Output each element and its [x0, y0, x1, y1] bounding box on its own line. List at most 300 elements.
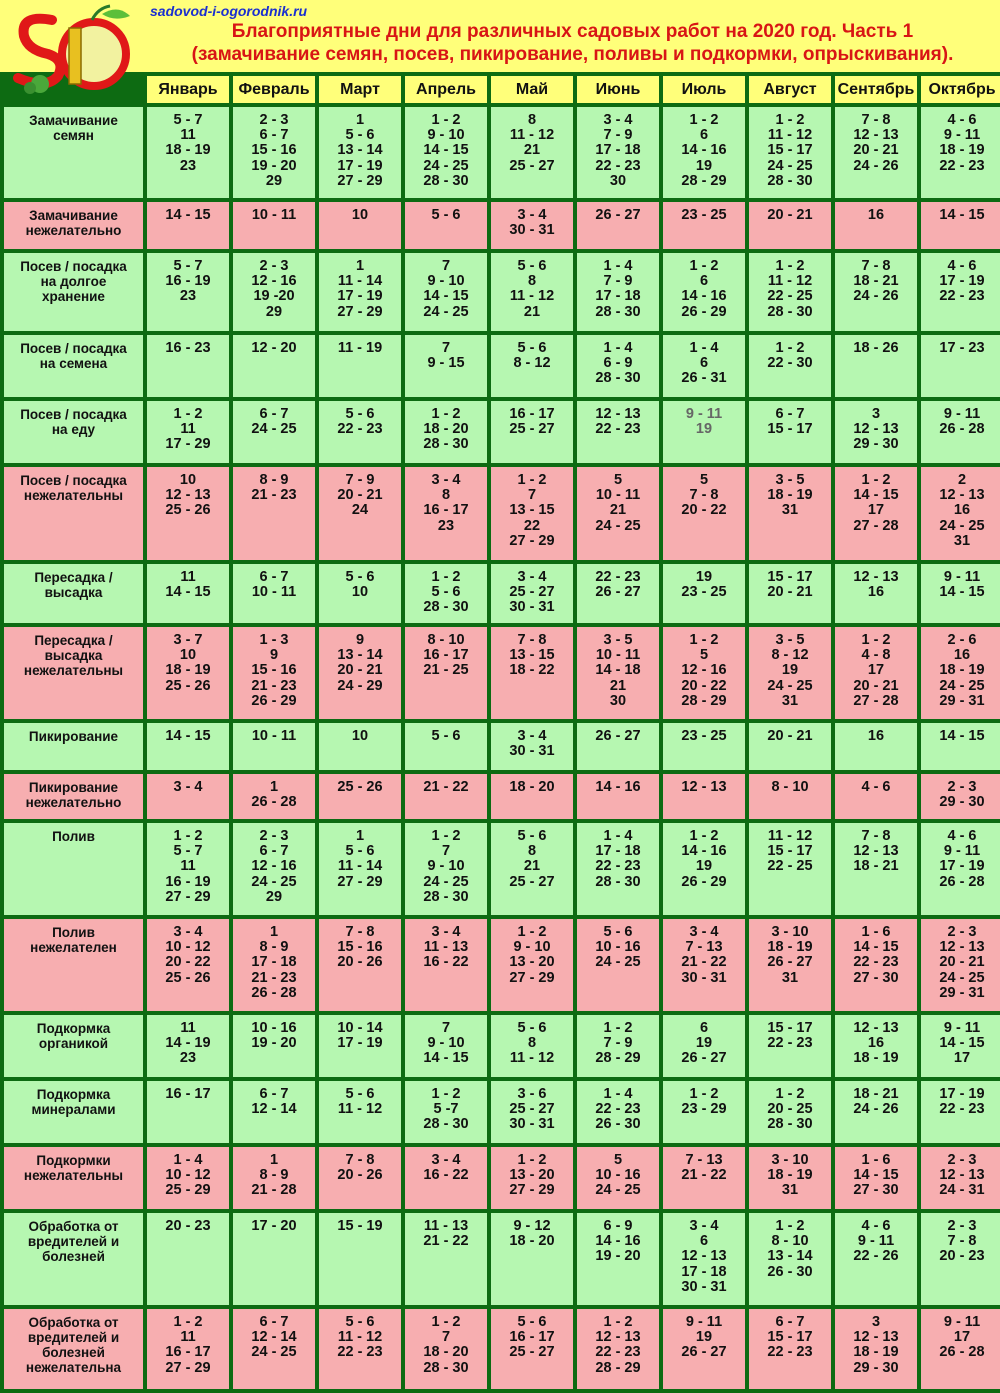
day-range: 11 - 12: [767, 828, 813, 844]
day-range: 16 - 19: [165, 873, 211, 890]
table-row: [4, 202, 1000, 249]
day-range: 12 - 13: [165, 487, 211, 504]
day-range: 3 - 4: [517, 728, 547, 744]
day-cell: [147, 107, 229, 198]
day-range: 7 - 13: [685, 1152, 723, 1168]
site-url: sadovod-i-ogorodnik.ru: [150, 3, 308, 19]
header-corner: [4, 76, 143, 103]
day-range: 4 - 6: [861, 779, 891, 795]
day-range: 22 - 23: [595, 858, 641, 875]
day-range: 5 - 6: [431, 207, 461, 223]
day-range: 19: [695, 1329, 713, 1346]
day-range: 31: [781, 502, 799, 519]
row-label-line: Посев / посадка: [20, 473, 127, 488]
day-range: 6 - 7: [775, 1314, 805, 1330]
day-cell: [749, 1309, 831, 1389]
day-cell: [663, 1015, 745, 1077]
day-range: 30 - 31: [509, 1116, 555, 1133]
day-range: 7 - 9: [603, 127, 633, 144]
day-range: 13 - 20: [509, 954, 555, 971]
day-cell: [835, 1147, 917, 1209]
day-cell: [233, 919, 315, 1011]
title-line-2: (замачивание семян, посев, пикирование, поливы и подкормки, опрыскивания).: [191, 44, 954, 65]
day-cell: [663, 1081, 745, 1143]
day-range: 28 - 29: [681, 172, 727, 189]
row-label-line: Подкормки: [36, 1153, 111, 1168]
day-range: 28 - 30: [423, 888, 469, 905]
day-range: 18 - 20: [509, 779, 555, 795]
day-range: 6 - 7: [259, 569, 289, 585]
day-range: 1 - 2: [431, 569, 461, 585]
day-range: 20 - 21: [767, 207, 813, 223]
day-range: 27 - 28: [853, 692, 899, 709]
day-range: 3 - 10: [771, 1152, 809, 1168]
day-range: 26 - 28: [939, 1344, 985, 1361]
day-range: 20 - 21: [767, 728, 813, 744]
day-range: 11 - 13: [423, 939, 469, 956]
day-range: 11 - 12: [509, 1050, 555, 1067]
day-range: 12 - 13: [853, 127, 899, 144]
day-range: 16: [867, 728, 885, 744]
day-range: 11 - 12: [337, 1329, 383, 1346]
day-range: 11: [180, 1329, 196, 1346]
row-label: [4, 202, 143, 249]
day-range: 12 - 13: [939, 487, 985, 504]
day-range: 2 - 3: [259, 828, 289, 844]
day-cell: [835, 1081, 917, 1143]
day-range: 16 - 17: [509, 406, 555, 422]
day-range: 11 - 12: [509, 288, 555, 305]
page-title: [150, 20, 995, 66]
day-range: 20 - 21: [337, 487, 383, 504]
day-range: 8 - 9: [259, 472, 289, 488]
day-range: 8 - 12: [771, 647, 809, 664]
day-range: 12 - 13: [681, 1248, 727, 1265]
day-range: 6 - 9: [603, 1218, 633, 1234]
day-range: 26 - 28: [939, 873, 985, 890]
table-row: [4, 823, 1000, 915]
day-range: 18 - 20: [509, 1233, 555, 1250]
day-range: 29 - 31: [939, 692, 985, 709]
day-range: 22 - 23: [767, 1344, 813, 1361]
day-range: 1: [355, 258, 365, 274]
day-cell: [663, 564, 745, 623]
day-range: 7: [441, 258, 451, 274]
row-label-line: нежелательно: [25, 223, 122, 238]
calendar-table: [0, 72, 1000, 1393]
day-range: 21: [609, 502, 627, 519]
day-range: 1 - 2: [689, 632, 719, 648]
day-range: 27 - 28: [853, 517, 899, 534]
day-range: 5: [699, 647, 709, 664]
day-range: 31: [953, 532, 971, 549]
day-range: 26 - 28: [251, 984, 297, 1001]
day-range: 5 - 6: [345, 1314, 375, 1330]
day-range: 6: [699, 355, 709, 372]
day-cell: [405, 1015, 487, 1077]
day-cell: [835, 1015, 917, 1077]
day-cell: [491, 919, 573, 1011]
day-range: 14 - 16: [595, 1233, 641, 1250]
day-range: 18 - 21: [853, 273, 899, 290]
day-range: 22: [523, 517, 541, 534]
day-cell: [577, 1147, 659, 1209]
day-cell: [147, 723, 229, 770]
day-range: 11 - 12: [337, 1101, 383, 1118]
day-range: 7 - 8: [517, 632, 547, 648]
day-range: 26 - 27: [595, 207, 641, 223]
day-cell: [921, 107, 1000, 198]
row-label: [4, 1015, 143, 1077]
day-cell: [921, 774, 1000, 819]
day-range: 20 - 21: [853, 142, 899, 159]
day-cell: [921, 335, 1000, 397]
day-range: 16 - 17: [165, 1344, 211, 1361]
day-cell: [319, 467, 401, 560]
row-label-line: вредителей и: [27, 1234, 120, 1249]
day-range: 12 - 13: [853, 569, 899, 585]
day-range: 28 - 30: [595, 873, 641, 890]
day-range: 18 - 19: [165, 662, 211, 679]
row-label: [4, 823, 143, 915]
day-range: 18 - 19: [767, 939, 813, 956]
day-range: 22 - 23: [337, 1344, 383, 1361]
day-range: 7 - 8: [861, 828, 891, 844]
day-range: 7 - 8: [947, 1233, 977, 1250]
day-cell: [577, 1213, 659, 1305]
day-cell: [147, 1309, 229, 1389]
row-label-line: нежелательна: [25, 1360, 122, 1375]
day-cell: [835, 107, 917, 198]
day-cell: [233, 1015, 315, 1077]
day-range: 6 - 7: [259, 843, 289, 860]
day-cell: [319, 1015, 401, 1077]
day-range: 22 - 23: [337, 421, 383, 438]
day-range: 17 - 19: [939, 1086, 985, 1102]
day-range: 26 - 30: [767, 1263, 813, 1280]
day-cell: [749, 1213, 831, 1305]
day-range: 10 - 11: [251, 207, 297, 223]
day-range: 24 - 31: [939, 1182, 985, 1199]
day-cell: [491, 774, 573, 819]
day-range: 10 - 11: [595, 487, 641, 504]
day-cell: [749, 723, 831, 770]
day-range: 7: [527, 487, 537, 504]
day-range: 24 - 25: [251, 873, 297, 890]
day-range: 18 - 19: [165, 142, 211, 159]
day-cell: [921, 723, 1000, 770]
day-cell: [319, 107, 401, 198]
day-range: 23: [179, 288, 197, 305]
day-range: 7 - 9: [603, 273, 633, 290]
day-range: 1 - 2: [861, 632, 891, 648]
day-range: 20 - 21: [853, 677, 899, 694]
day-cell: [233, 723, 315, 770]
day-range: 23 - 25: [681, 728, 727, 744]
day-range: 17 - 18: [595, 843, 641, 860]
table-row: [4, 723, 1000, 770]
day-cell: [835, 823, 917, 915]
day-cell: [233, 107, 315, 198]
day-range: 1 - 2: [173, 1314, 203, 1330]
day-range: 1 - 2: [775, 1086, 805, 1102]
day-range: 11 - 12: [767, 273, 813, 290]
day-range: 30 - 31: [509, 222, 555, 239]
day-range: 28 - 30: [423, 436, 469, 453]
day-range: 30: [609, 692, 627, 709]
day-cell: [405, 202, 487, 249]
day-range: 23 - 25: [681, 207, 727, 223]
row-label-line: высадка: [44, 648, 103, 663]
day-range: 22 - 25: [767, 288, 813, 305]
day-range: 11 - 12: [509, 127, 555, 144]
day-cell: [233, 774, 315, 819]
day-cell: [491, 1081, 573, 1143]
day-range: 1 - 2: [517, 1152, 547, 1168]
day-cell: [147, 253, 229, 331]
day-cell: [233, 1147, 315, 1209]
day-range: 25 - 27: [509, 584, 555, 601]
day-range: 7 - 9: [345, 472, 375, 488]
day-range: 1 - 6: [861, 924, 891, 940]
table-row: [4, 467, 1000, 560]
month-header: Май: [491, 76, 573, 103]
day-cell: [405, 253, 487, 331]
day-cell: [405, 1213, 487, 1305]
day-range: 9 - 11: [943, 406, 981, 422]
day-range: 1 - 3: [259, 632, 289, 648]
day-range: 24 - 25: [595, 517, 641, 534]
day-cell: [233, 401, 315, 463]
day-range: 21: [609, 677, 627, 694]
day-range: 12 - 13: [595, 406, 641, 422]
row-label: [4, 1081, 143, 1143]
day-range: 25 - 26: [165, 969, 211, 986]
row-label: [4, 1147, 143, 1209]
day-range: 5 - 6: [517, 828, 547, 844]
day-range: 3 - 10: [771, 924, 809, 940]
day-range: 25 - 27: [509, 157, 555, 174]
day-range: 12 - 13: [853, 1329, 899, 1346]
day-range: 4 - 8: [861, 647, 891, 664]
day-cell: [319, 1309, 401, 1389]
day-range: 17: [953, 1050, 971, 1067]
day-range: 30 - 31: [509, 599, 555, 616]
day-cell: [405, 627, 487, 719]
day-range: 13 - 15: [509, 647, 555, 664]
day-range: 10 - 16: [595, 1167, 641, 1184]
day-range: 2 - 3: [259, 112, 289, 128]
day-range: 29: [265, 303, 283, 320]
day-range: 10 - 16: [595, 939, 641, 956]
day-cell: [577, 1081, 659, 1143]
day-range: 27 - 29: [337, 172, 383, 189]
day-range: 3 - 4: [431, 1152, 461, 1168]
day-range: 5 - 6: [345, 406, 375, 422]
day-range: 11: [180, 421, 196, 438]
day-range: 28 - 30: [595, 370, 641, 387]
row-label-line: Подкормка: [36, 1021, 111, 1036]
day-cell: [663, 723, 745, 770]
day-range: 9 - 11: [685, 1314, 723, 1330]
day-cell: [233, 564, 315, 623]
day-cell: [921, 1147, 1000, 1209]
day-cell: [233, 823, 315, 915]
day-range: 16 - 17: [423, 502, 469, 519]
day-cell: [577, 627, 659, 719]
day-range: 4 - 6: [947, 258, 977, 274]
day-range: 19: [781, 662, 799, 679]
day-range: 19 - 20: [595, 1248, 641, 1265]
day-range: 21: [523, 142, 541, 159]
day-range: 15 - 17: [767, 1020, 813, 1036]
row-label: [4, 564, 143, 623]
day-range: 7 - 9: [603, 1035, 633, 1052]
row-label-line: на семена: [39, 356, 108, 371]
day-range: 4 - 6: [947, 828, 977, 844]
day-range: 22 - 30: [767, 355, 813, 372]
day-range: 5 - 6: [517, 340, 547, 356]
day-range: 9: [269, 647, 279, 664]
day-range: 28 - 30: [423, 599, 469, 616]
day-cell: [147, 335, 229, 397]
day-range: 14 - 16: [681, 142, 727, 159]
day-range: 7: [441, 340, 451, 356]
day-cell: [921, 627, 1000, 719]
day-range: 9 - 11: [943, 1020, 981, 1036]
row-label-line: вредителей и: [27, 1330, 120, 1345]
day-cell: [147, 919, 229, 1011]
day-cell: [319, 564, 401, 623]
day-range: 5 - 6: [431, 728, 461, 744]
day-range: 6 - 7: [259, 1314, 289, 1330]
day-range: 27 - 30: [853, 969, 899, 986]
day-range: 20 - 21: [939, 954, 985, 971]
day-cell: [319, 335, 401, 397]
day-range: 16: [867, 1035, 885, 1052]
day-range: 5 - 6: [517, 1020, 547, 1036]
day-range: 18 - 21: [853, 1086, 899, 1102]
month-header: Июнь: [577, 76, 659, 103]
day-range: 20 - 26: [337, 1167, 383, 1184]
day-range: 20 - 21: [767, 584, 813, 601]
day-range: 28 - 30: [595, 303, 641, 320]
day-range: 18 - 22: [509, 662, 555, 679]
month-header: Август: [749, 76, 831, 103]
day-range: 22 - 26: [853, 1248, 899, 1265]
day-range: 26 - 29: [681, 873, 727, 890]
day-range: 10 - 11: [251, 728, 297, 744]
day-range: 18 - 26: [853, 340, 899, 356]
day-cell: [663, 202, 745, 249]
day-range: 24: [351, 502, 369, 519]
day-range: 14 - 16: [681, 288, 727, 305]
day-cell: [835, 335, 917, 397]
row-label-line: Замачивание: [29, 113, 118, 128]
day-range: 11 - 14: [337, 273, 383, 290]
day-range: 10 - 16: [251, 1020, 297, 1036]
day-range: 17: [953, 1329, 971, 1346]
day-range: 10: [351, 728, 369, 744]
row-label-line: нежелательны: [23, 488, 124, 503]
day-range: 13 - 14: [337, 647, 383, 664]
row-label-line: семян: [53, 128, 94, 143]
day-range: 3 - 4: [689, 1218, 719, 1234]
day-cell: [835, 919, 917, 1011]
day-cell: [491, 107, 573, 198]
day-cell: [921, 1081, 1000, 1143]
day-range: 12 - 16: [681, 662, 727, 679]
day-range: 14 - 15: [853, 1167, 899, 1184]
day-range: 1: [269, 924, 279, 940]
day-cell: [921, 919, 1000, 1011]
day-range: 20 - 23: [165, 1218, 211, 1234]
day-range: 3 - 6: [517, 1086, 547, 1102]
day-cell: [577, 335, 659, 397]
day-range: 24 - 26: [853, 157, 899, 174]
day-range: 15 - 16: [251, 662, 297, 679]
day-range: 8: [527, 843, 537, 860]
day-cell: [405, 919, 487, 1011]
day-range: 17 - 23: [939, 340, 985, 356]
day-range: 9 - 10: [513, 939, 551, 956]
day-cell: [405, 401, 487, 463]
day-range: 3 - 4: [173, 779, 203, 795]
day-range: 9 - 12: [513, 1218, 551, 1234]
day-range: 24 - 25: [767, 677, 813, 694]
day-range: 28 - 29: [681, 692, 727, 709]
day-cell: [749, 774, 831, 819]
day-cell: [147, 401, 229, 463]
day-range: 16 - 17: [509, 1329, 555, 1346]
day-range: 21 - 22: [423, 779, 469, 795]
day-range: 25 - 27: [509, 421, 555, 438]
day-range: 11: [180, 569, 196, 585]
day-cell: [663, 253, 745, 331]
day-range: 22 - 23: [853, 954, 899, 971]
day-range: 29: [265, 172, 283, 189]
day-range: 17 - 19: [939, 273, 985, 290]
day-range: 3 - 4: [603, 112, 633, 128]
day-range: 9: [355, 632, 365, 648]
day-cell: [835, 401, 917, 463]
row-label-line: нежелательно: [25, 795, 122, 810]
day-range: 26 - 27: [681, 1050, 727, 1067]
day-range: 25 - 26: [165, 502, 211, 519]
day-range: 19 - 20: [251, 1035, 297, 1052]
month-header: Февраль: [233, 76, 315, 103]
day-cell: [663, 335, 745, 397]
row-label: [4, 467, 143, 560]
day-range: 24 - 25: [423, 303, 469, 320]
day-cell: [147, 1147, 229, 1209]
row-label: [4, 107, 143, 198]
table-row: [4, 335, 1000, 397]
day-cell: [147, 627, 229, 719]
day-cell: [749, 467, 831, 560]
day-range: 14 - 15: [165, 584, 211, 601]
day-range: 27 - 29: [509, 1182, 555, 1199]
day-range: 31: [781, 692, 799, 709]
day-range: 1 - 2: [431, 1086, 461, 1102]
day-range: 11 - 14: [337, 858, 383, 875]
table-row: [4, 1213, 1000, 1305]
day-range: 7: [441, 1329, 451, 1346]
day-range: 6 - 7: [259, 406, 289, 422]
day-range: 1 - 2: [431, 406, 461, 422]
day-cell: [491, 202, 573, 249]
day-range: 15 - 17: [767, 421, 813, 438]
